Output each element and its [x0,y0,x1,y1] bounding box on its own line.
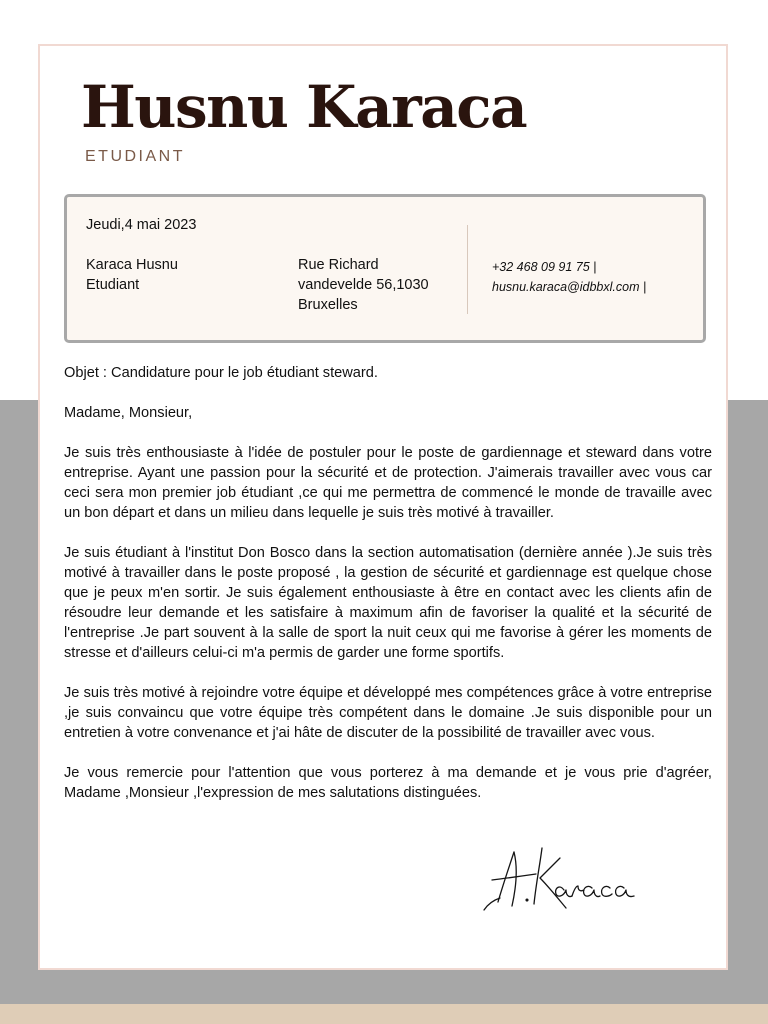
letter-subject: Objet : Candidature pour le job étudiant steward. [64,365,378,381]
info-divider [467,225,468,314]
applicant-role: ETUDIANT [85,148,185,165]
address-line-2: vandevelde 56,1030 [298,277,429,293]
address-line-3: Bruxelles [298,297,358,313]
applicant-name: Husnu Karaca [81,73,527,141]
letter-paragraph-4: Je vous remercie pour l'attention que vous porterez à ma demande et je vous prie d'agréer, Madame ,Monsieur ,l'expression de mes salutations distinguées. [64,765,712,801]
sender-name: Karaca Husnu [86,257,178,273]
background-beige-band [0,1004,768,1024]
address-line-1: Rue Richard [298,257,379,273]
contact-column [492,257,646,297]
address-column [298,255,429,315]
sender-column [86,255,178,295]
handwritten-signature [478,844,638,914]
letter-paragraph-3: Je suis très motivé à rejoindre votre équipe et développé mes compétences grâce à votre entreprise ,je suis convaincu que votre équipe très compétent dans le domaine .Je suis disponible pour un entretien à votre convenance et j'ai hâte de discuter de la possibilité de travailler avec vous. [64,685,712,741]
sender-status: Etudiant [86,277,140,293]
contact-info-box [64,194,706,343]
letter-date: Jeudi,4 mai 2023 [86,217,197,233]
letter-greeting: Madame, Monsieur, [64,405,193,421]
letter-body [64,363,712,823]
phone-number: +32 468 09 91 75 | [492,260,597,274]
letter-page [38,44,728,970]
letter-paragraph-1: Je suis très enthousiaste à l'idée de postuler pour le poste de gardiennage et steward dans votre entreprise. Ayant une passion pour la sécurité et de protection. J'aimerais travailler avec vous car ceci sera mon premier job étudiant ,ce qui me permettra de commencé le monde de travaille avec un bon départ et dans un milieu dans lequelle je suis très motivé à travailler. [64,445,712,521]
email-address: husnu.karaca@idbbxl.com | [492,280,647,294]
letter-paragraph-2: Je suis étudiant à l'institut Don Bosco dans la section automatisation (dernière année ).Je suis très motivé à travailler dans le poste proposé , la gestion de sécurité et gardiennage est quelque chose que je peux m'en sortir. Je suis également enthousiaste à être en contact avec les clients afin de résoudre leur demande et les satisfaire à maximum afin de favoriser la qualité et la sécurité de l'entreprise .Je part souvent à la salle de sport la nuit ceux qui me favorise à gérer les moments de stresse et d'ailleurs celui-ci m'a permis de garder une forme sportifs. [64,545,712,661]
